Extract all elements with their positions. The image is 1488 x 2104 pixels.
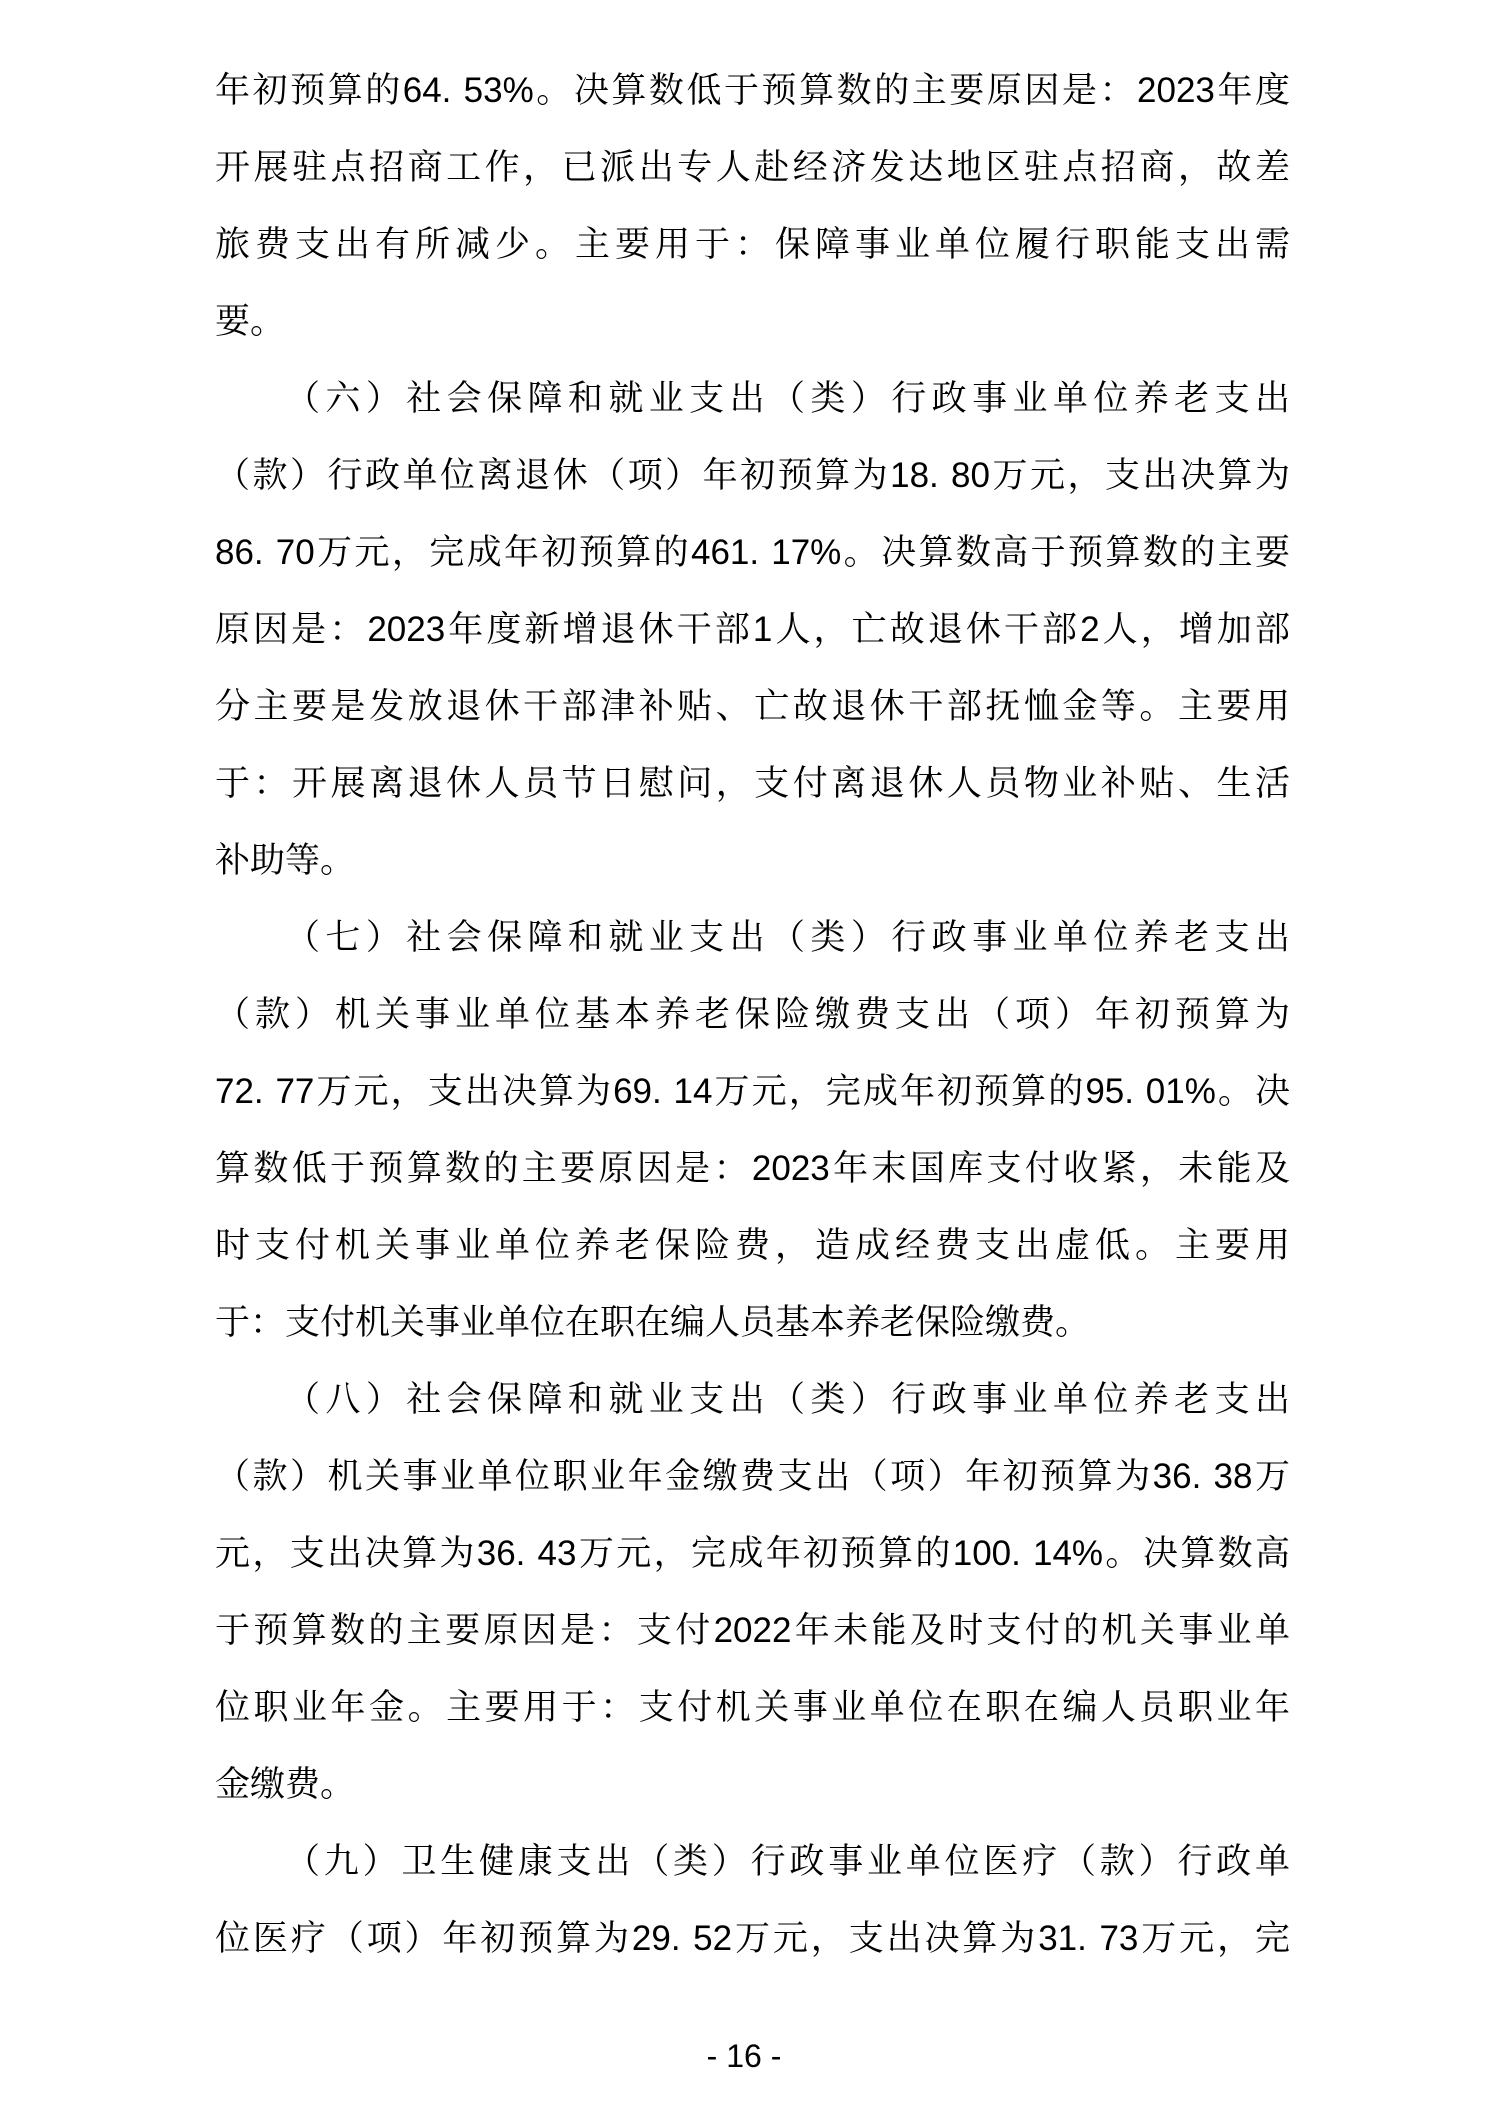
text-line: （款）机关事业单位职业年金缴费支出（项）年初预算为36. 38万 (215, 1457, 1290, 1496)
text-line: 于：支付机关事业单位在职在编人员基本养老保险缴费。 (215, 1303, 1091, 1342)
text-line: 年初预算的64. 53%。决算数低于预算数的主要原因是：2023年度 (215, 71, 1290, 110)
text-line: 于预算数的主要原因是：支付2022年未能及时支付的机关事业单 (215, 1611, 1290, 1650)
text-line: 旅费支出有所减少。主要用于：保障事业单位履行职能支出需 (215, 225, 1290, 264)
text-line: 算数低于预算数的主要原因是：2023年末国库支付收紧，未能及 (215, 1149, 1290, 1188)
text-line: 时支付机关事业单位养老保险费，造成经费支出虚低。主要用 (215, 1226, 1290, 1265)
text-line: 86. 70万元，完成年初预算的461. 17%。决算数高于预算数的主要 (215, 533, 1290, 572)
page-number: - 16 - (706, 2038, 782, 2074)
text-line: 分主要是发放退休干部津补贴、亡故退休干部抚恤金等。主要用 (215, 687, 1290, 726)
text-line: 金缴费。 (215, 1765, 356, 1804)
text-line: 开展驻点招商工作，已派出专人赴经济发达地区驻点招商，故差 (215, 148, 1290, 187)
text-line: （六）社会保障和就业支出（类）行政事业单位养老支出 (285, 379, 1290, 418)
text-line: 原因是：2023年度新增退休干部1人，亡故退休干部2人，增加部 (215, 610, 1290, 649)
text-line: 于：开展离退休人员节日慰问，支付离退休人员物业补贴、生活 (215, 764, 1290, 803)
text-line: （九）卫生健康支出（类）行政事业单位医疗（款）行政单 (285, 1842, 1290, 1881)
text-line: 72. 77万元，支出决算为69. 14万元，完成年初预算的95. 01%。决 (215, 1072, 1290, 1111)
text-line: （款）行政单位离退休（项）年初预算为18. 80万元，支出决算为 (215, 456, 1290, 495)
text-line: 位职业年金。主要用于：支付机关事业单位在职在编人员职业年 (215, 1688, 1290, 1727)
text-line: 补助等。 (215, 841, 356, 880)
text-line: 位医疗（项）年初预算为29. 52万元，支出决算为31. 73万元，完 (215, 1919, 1290, 1958)
text-block (215, 52, 1290, 1977)
text-line: （八）社会保障和就业支出（类）行政事业单位养老支出 (285, 1380, 1290, 1419)
text-line: 要。 (215, 302, 286, 341)
text-line: 元，支出决算为36. 43万元，完成年初预算的100. 14%。决算数高 (215, 1534, 1290, 1573)
text-line: （款）机关事业单位基本养老保险缴费支出（项）年初预算为 (215, 995, 1290, 1034)
text-line: （七）社会保障和就业支出（类）行政事业单位养老支出 (285, 918, 1290, 957)
